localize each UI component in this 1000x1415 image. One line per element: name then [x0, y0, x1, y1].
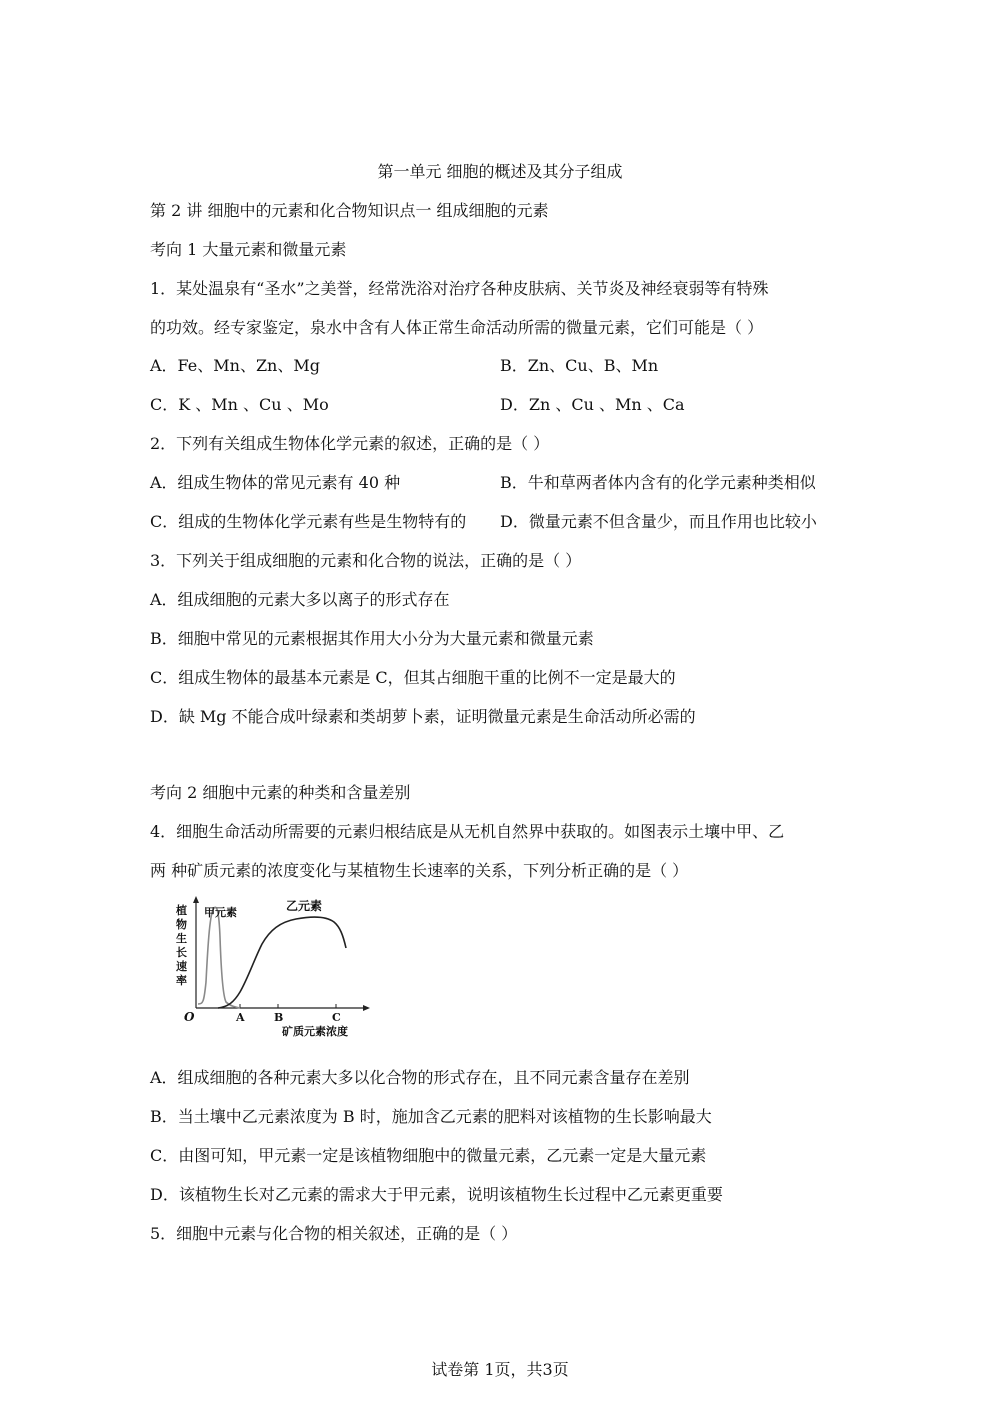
- ylabel-char: 生: [176, 932, 187, 945]
- page-footer: 试卷第 1页，共3页: [431, 1360, 569, 1379]
- q2-stem: 2．下列有关组成生物体化学元素的叙述，正确的是（ ）: [150, 434, 550, 453]
- q1-option-c: C．K 、Mn 、Cu 、Mo: [150, 395, 329, 414]
- q4-stem-line1: 4．细胞生命活动所需要的元素归根结底是从无机自然界中获取的。如图表示土壤中甲、乙: [150, 822, 785, 841]
- q2-option-c: C．组成的生物体化学元素有些是生物特有的: [150, 512, 467, 531]
- q2-option-b: B．牛和草两者体内含有的化学元素种类相似: [500, 473, 816, 492]
- unit-title: 第一单元 细胞的概述及其分子组成: [377, 162, 623, 181]
- q2-option-a: A．组成生物体的常见元素有 40 种: [150, 473, 401, 492]
- tick-label-a: A: [236, 1011, 245, 1024]
- q3-stem: 3．下列关于组成细胞的元素和化合物的说法，正确的是（ ）: [150, 551, 582, 570]
- ylabel-char: 长: [176, 946, 187, 959]
- q1-stem-line2: 的功效。经专家鉴定，泉水中含有人体正常生命活动所需的微量元素，它们可能是（ ）: [150, 318, 764, 337]
- q4-option-b: B．当土壤中乙元素浓度为 B 时，施加含乙元素的肥料对该植物的生长影响最大: [150, 1107, 712, 1126]
- tick-label-c: C: [332, 1011, 341, 1024]
- ylabel-char: 植: [176, 904, 187, 917]
- x-axis-label: 矿质元素浓度: [282, 1025, 348, 1037]
- q4-option-c: C．由图可知，甲元素一定是该植物细胞中的微量元素，乙元素一定是大量元素: [150, 1146, 707, 1165]
- tick-label-b: B: [274, 1011, 284, 1024]
- series-a-label: 甲元素: [204, 906, 237, 919]
- x-axis-arrow: [363, 1005, 370, 1011]
- direction-heading-1: 考向 1 大量元素和微量元素: [150, 240, 347, 259]
- q3-option-b: B．细胞中常见的元素根据其作用大小分为大量元素和微量元素: [150, 629, 594, 648]
- q4-stem-line2: 两 种矿质元素的浓度变化与某植物生长速率的关系，下列分析正确的是（ ）: [150, 861, 689, 880]
- q1-option-b: B．Zn、Cu、B、Mn: [500, 356, 659, 375]
- q1-option-d: D．Zn 、Cu 、Mn 、Ca: [500, 395, 685, 414]
- growth-rate-figure: [168, 892, 378, 1037]
- lecture-title: 第 2 讲 细胞中的元素和化合物知识点一 组成细胞的元素: [150, 201, 549, 220]
- q3-option-c: C．组成生物体的最基本元素是 C，但其占细胞干重的比例不一定是最大的: [150, 668, 676, 687]
- q2-option-d: D．微量元素不但含量少，而且作用也比较小: [500, 512, 817, 531]
- y-axis-label: [176, 903, 187, 987]
- q4-option-a: A．组成细胞的各种元素大多以化合物的形式存在，且不同元素含量存在差别: [150, 1068, 690, 1087]
- q1-stem-line1: 1．某处温泉有“圣水”之美誉，经常洗浴对治疗各种皮肤病、关节炎及神经衰弱等有特殊: [150, 279, 769, 298]
- q4-option-d: D．该植物生长对乙元素的需求大于甲元素，说明该植物生长过程中乙元素更重要: [150, 1185, 723, 1204]
- origin-label: O: [184, 1010, 195, 1024]
- y-axis-arrow: [193, 896, 199, 903]
- direction-heading-2: 考向 2 细胞中元素的种类和含量差别: [150, 783, 411, 802]
- q3-option-d: D．缺 Mg 不能合成叶绿素和类胡萝卜素，证明微量元素是生命活动所必需的: [150, 707, 696, 726]
- series-a-curve: [198, 907, 240, 1008]
- series-b-label: 乙元素: [286, 899, 323, 913]
- series-b-curve: [218, 917, 346, 1008]
- ylabel-char: 速: [176, 960, 187, 973]
- ylabel-char: 物: [176, 918, 187, 931]
- q5-stem: 5．细胞中元素与化合物的相关叙述，正确的是（ ）: [150, 1224, 518, 1243]
- ylabel-char: 率: [176, 974, 187, 987]
- q1-option-a: A．Fe、Mn、Zn、Mg: [150, 356, 320, 375]
- q3-option-a: A．组成细胞的元素大多以离子的形式存在: [150, 590, 450, 609]
